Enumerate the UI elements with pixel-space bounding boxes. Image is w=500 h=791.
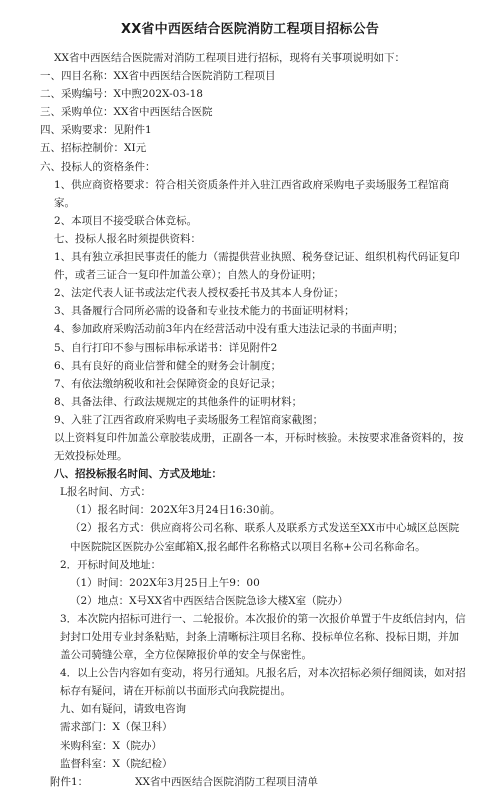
doc-item-5: 5、自行打印不参与围标串标承诺书：详见附件2 xyxy=(54,341,278,354)
annex-label: 附件1： xyxy=(50,775,89,788)
registration-time: （1）报名时间：202X年3月24日16:30前。 xyxy=(70,504,281,517)
contact-heading: 九、如有疑问，请致电咨询 xyxy=(60,703,186,716)
item-procurement-unit: 三、采购单位：XX省中西医结合医院 xyxy=(40,106,213,119)
contact-procurement-dept: 米购科室：X（院办） xyxy=(60,739,162,752)
registration-heading: L报名时间、方式： xyxy=(60,486,151,499)
doc-item-7: 7、有依法缴纳税收和社会保障资金的良好记录； xyxy=(54,377,282,390)
item-procurement-number: 二、采购编号：X中煦202X-03-18 xyxy=(40,88,203,101)
doc-item-3: 3、具备履行合同所必需的设备和专业技术能力的书面证明材料； xyxy=(54,305,355,318)
item-qualifications-heading: 六、投标人的资格条件： xyxy=(40,160,156,173)
opening-time: （1）时间：202X年3月25日上午9：00 xyxy=(70,576,260,589)
docs-note: 以上资料复印件加盖公章胶装成册，正副各一本，开标时核验。未按要求准备资料的，按无效投标处理。 xyxy=(54,431,464,463)
qualification-2: 2、本项目不接受联合体竞标。 xyxy=(54,214,198,227)
page-title: XX省中西医结合医院消防工程项目招标公告 xyxy=(120,22,380,37)
doc-item-4: 4、参加政府采购活动前3年内在经营活动中没有重大违法记录的书面声明； xyxy=(54,323,404,336)
doc-item-1: 1、具有独立承担民事责任的能力（需提供营业执照、税务登记证、组织机构代码证复印件，或者三证合一复印件加盖公章）；自然人的身份证明； xyxy=(54,251,460,282)
annex-text: XX省中西医结合医院消防工程项目清单 xyxy=(135,775,318,788)
annex-line xyxy=(40,773,468,791)
note-4: 4．以上公告内容如有变动，将另行通知。凡报名后，对本次招标必须仔细阅读，如对招标存有疑问，请在开标前以书面形式向我院提出。 xyxy=(60,667,466,698)
doc-item-2: 2、法定代表人证书或法定代表人授权委托书及其本人身份证； xyxy=(54,287,345,300)
registration-method: （2）报名方式：供应商将公司名称、联系人及联系方式发送至XX市中心城区总医院中医院院区医院办公室邮箱X,报名邮件名称格式以项目名称+公司名称命名。 xyxy=(70,522,460,553)
opening-heading: 2．开标时间及地址： xyxy=(60,558,162,571)
qualification-1: 1、供应商资格要求：符合相关资质条件并入驻江西省政府采购电子卖场服务工程馆商家。 xyxy=(54,178,450,209)
opening-place: （2）地点：X号XX省中西医结合医院急诊大楼X室（院办） xyxy=(70,594,349,607)
note-3: 3．本次院内招标可进行一、二轮报价。本次报价的第一次报价单置于牛皮纸信封内，信封封口处用专业封条粘贴，封条上清晰标注项目名称、投标单位名称、投标日期，并加盖公司骑缝公章，全方位保障报价单的安全与保密性。 xyxy=(60,612,466,662)
doc-item-8: 8、具备法律、行政法规规定的其他条件的证明材料； xyxy=(54,395,303,408)
contact-demand-dept: 需求部门：X（保卫科） xyxy=(60,721,173,734)
item-project-name: 一、四目名称：XX省中西医结合医院消防工程项目 xyxy=(40,70,276,83)
doc-item-9: 9、入驻了江西省政府采购电子卖场服务工程馆商家截图； xyxy=(54,413,324,426)
item-control-price: 五、招标控制价：XI元 xyxy=(40,142,147,155)
document-body xyxy=(40,49,468,791)
doc-item-6: 6、具有良好的商业信誉和健全的财务会计制度； xyxy=(54,359,282,372)
docs-heading: 七、投标人报名时须提供资料： xyxy=(54,232,201,245)
item-requirements: 四、采购要求：见附件1 xyxy=(40,124,152,137)
intro-paragraph: XX省中西医结合医院需对消防工程项目进行招标，现将有关事项说明如下： xyxy=(54,52,405,64)
section-8-heading: 八、招投标报名时间、方式及地址： xyxy=(54,468,222,481)
contact-supervision-dept: 监督科室：X（院纪检） xyxy=(60,757,173,770)
